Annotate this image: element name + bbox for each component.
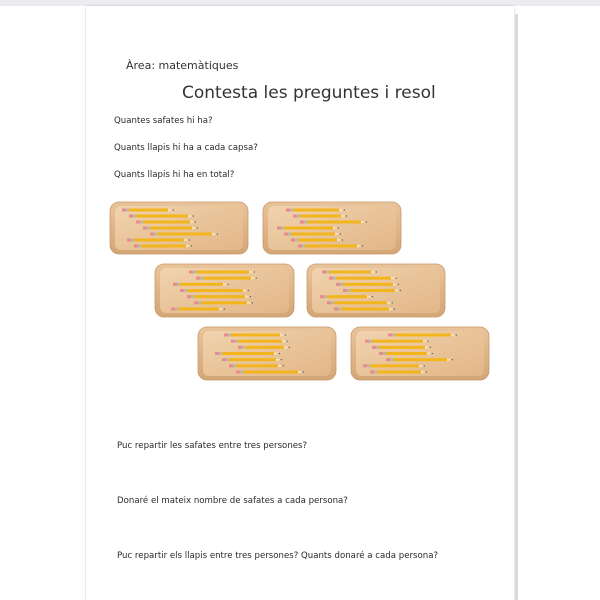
question-tray-count: Quantes safates hi ha?: [114, 116, 213, 126]
question-equal-trays: Donaré el mateix nombre de safates a cada persona?: [117, 496, 348, 506]
question-share-trays: Puc repartir les safates entre tres persones?: [117, 441, 308, 451]
page-title: Contesta les preguntes i resol: [182, 83, 436, 103]
scrollbar[interactable]: [515, 14, 518, 600]
question-share-pencils: Puc repartir els llapis entre tres persones? Quants donaré a cada persona?: [117, 551, 439, 561]
subject-area-label: Àrea: matemàtiques: [126, 59, 239, 72]
question-total-pencils: Quants llapis hi ha en total?: [114, 170, 235, 180]
question-pencils-per-box: Quants llapis hi ha a cada capsa?: [114, 143, 258, 153]
